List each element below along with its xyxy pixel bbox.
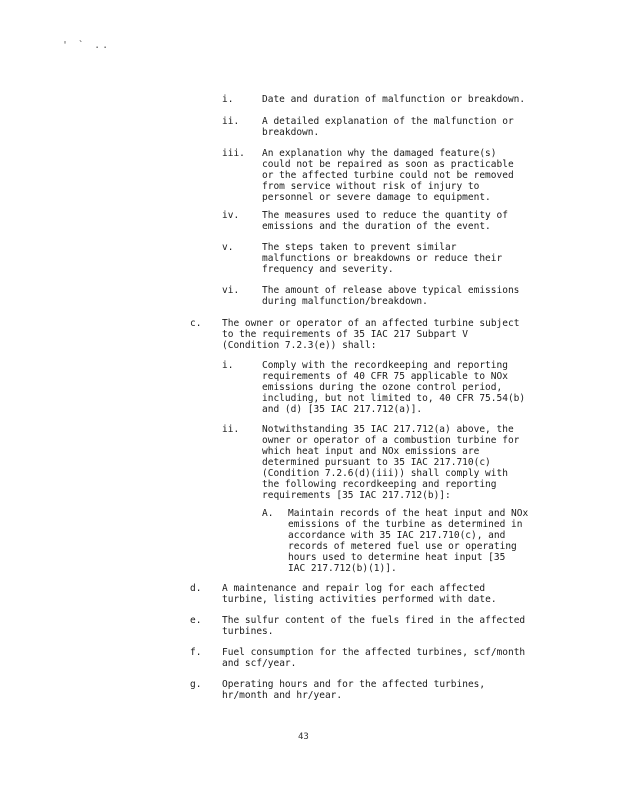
list-item-text: A detailed explanation of the malfunction or breakdown. (262, 116, 514, 138)
list-item-number: v. (222, 242, 234, 253)
corner-mark: ' ` .. (62, 40, 111, 51)
list-item-number: iv. (222, 210, 240, 221)
list-item-text: The sulfur content of the fuels fired in the affected turbines. (222, 615, 526, 637)
page-number: 43 (298, 732, 309, 742)
list-item-text: The amount of release above typical emissions during malfunction/breakdown. (262, 285, 520, 307)
list-item-text: Operating hours and for the affected turbines, hr/month and hr/year. (222, 679, 486, 701)
list-item-text: Maintain records of the heat input and NOx emissions of the turbine as determined in accordance with 35 IAC 217.710(c), and records of metered fuel use or operating hours used to determine heat input [35 IAC 217.712(b)(1)]. (288, 508, 529, 574)
list-item-number: vi. (222, 285, 240, 296)
list-item-text: The steps taken to prevent similar malfunctions or breakdowns or reduce their frequency and severity. (262, 242, 503, 275)
list-item-text: Notwithstanding 35 IAC 217.712(a) above, the owner or operator of a combustion turbine for which heat input and NOx emissions are determined pursuant to 35 IAC 217.710(c) (Condition 7.2.6(d)(iii)) shall comply with the following recordkeeping and reporting requirements [35 IAC 217.712(b)]: (262, 424, 520, 501)
list-item-number: e. (190, 615, 202, 626)
list-item-text: Fuel consumption for the affected turbines, scf/month and scf/year. (222, 647, 526, 669)
list-item-text: The measures used to reduce the quantity of emissions and the duration of the event. (262, 210, 508, 232)
list-item-number: d. (190, 583, 202, 594)
list-item-text: A maintenance and repair log for each affected turbine, listing activities performed with date. (222, 583, 497, 605)
list-item-text: Date and duration of malfunction or breakdown. (262, 94, 526, 105)
list-item-number: ii. (222, 424, 240, 435)
list-item-number: i. (222, 360, 234, 371)
list-item-number: ii. (222, 116, 240, 127)
list-item-number: f. (190, 647, 202, 658)
list-item-number: i. (222, 94, 234, 105)
list-item-text: Comply with the recordkeeping and reporting requirements of 40 CFR 75 applicable to NOx emissions during the ozone control period, including, but not limited to, 40 CFR 75.54(b) and (d) [35 IAC 217.712(a)]. (262, 360, 526, 415)
list-item-number: c. (190, 318, 202, 329)
list-item-number: g. (190, 679, 202, 690)
list-item-text: The owner or operator of an affected turbine subject to the requirements of 35 IAC 217 Subpart V (Condition 7.2.3(e)) shall: (222, 318, 520, 351)
list-item-text: An explanation why the damaged feature(s) could not be repaired as soon as practicable or the affected turbine could not be removed from service without risk of injury to personnel or severe damage to equipment. (262, 148, 514, 203)
list-item-number: iii. (222, 148, 245, 159)
list-item-number: A. (262, 508, 274, 519)
